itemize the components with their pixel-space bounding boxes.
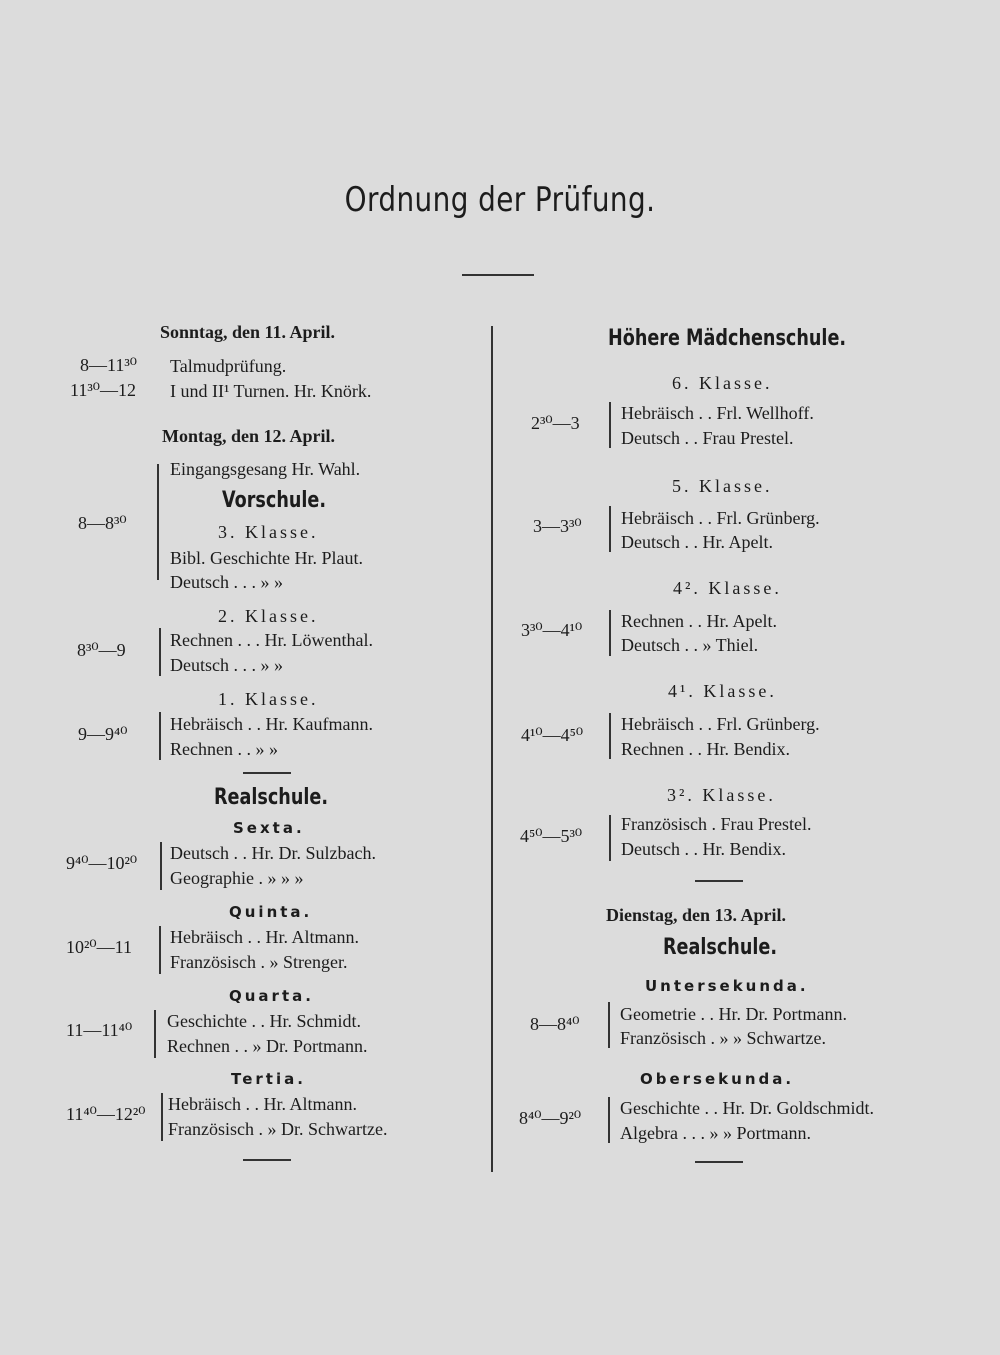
class-heading: 4¹. Klasse. xyxy=(668,681,777,701)
schedule-time: 9⁴⁰—10²⁰ xyxy=(66,853,138,873)
class-heading: 4². Klasse. xyxy=(673,578,782,598)
schedule-entry: Französisch . » » Schwartze. xyxy=(620,1028,826,1048)
class-heading: 3. Klasse. xyxy=(218,522,319,542)
schedule-entry: Französisch . » Dr. Schwartze. xyxy=(168,1119,388,1139)
group-brace xyxy=(154,1010,156,1058)
schedule-entry: Eingangsgesang Hr. Wahl. xyxy=(170,459,361,479)
title-rule xyxy=(462,274,534,276)
schedule-entry: Talmudprüfung. xyxy=(170,356,287,376)
class-heading: Tertia. xyxy=(231,1070,306,1088)
schedule-entry: Deutsch . . Frau Prestel. xyxy=(621,428,794,448)
schedule-entry: Geschichte . . Hr. Dr. Goldschmidt. xyxy=(620,1098,874,1118)
schedule-time: 11—11⁴⁰ xyxy=(66,1020,133,1040)
sonntag-heading: Sonntag, den 11. April. xyxy=(160,322,336,342)
divider-rule xyxy=(243,1159,291,1161)
group-brace xyxy=(157,464,159,580)
section-heading-vorschule: Vorschule. xyxy=(222,488,327,513)
section-heading-realschule: Realschule. xyxy=(214,785,329,810)
class-heading: 5. Klasse. xyxy=(672,476,773,496)
schedule-entry: Rechnen . . Hr. Apelt. xyxy=(621,611,777,631)
schedule-entry: Hebräisch . . Frl. Wellhoff. xyxy=(621,403,814,423)
schedule-entry: Rechnen . . . Hr. Löwenthal. xyxy=(170,630,373,650)
schedule-entry: Bibl. Geschichte Hr. Plaut. xyxy=(170,548,363,568)
schedule-entry: Deutsch . . Hr. Apelt. xyxy=(621,532,773,552)
group-brace xyxy=(609,506,611,552)
group-brace xyxy=(609,713,611,759)
class-heading: 1. Klasse. xyxy=(218,689,319,709)
schedule-time: 4¹⁰—4⁵⁰ xyxy=(521,725,584,745)
class-heading: Quarta. xyxy=(229,987,314,1005)
class-heading: 6. Klasse. xyxy=(672,373,773,393)
group-brace xyxy=(609,610,611,656)
group-brace xyxy=(159,926,161,974)
schedule-time: 9—9⁴⁰ xyxy=(78,724,128,744)
schedule-time: 8⁴⁰—9²⁰ xyxy=(519,1108,582,1128)
class-heading: Sexta. xyxy=(233,819,305,837)
schedule-time: 4⁵⁰—5³⁰ xyxy=(520,826,583,846)
divider-rule xyxy=(695,880,743,882)
schedule-time: 8—8³⁰ xyxy=(78,513,127,533)
schedule-time: 11⁴⁰—12²⁰ xyxy=(66,1104,146,1124)
schedule-time: 10²⁰—11 xyxy=(66,937,132,957)
page-title: Ordnung der Prüfung. xyxy=(344,180,656,220)
schedule-entry: Hebräisch . . Hr. Altmann. xyxy=(168,1094,357,1114)
schedule-entry: Deutsch . . . » » xyxy=(170,572,283,592)
schedule-time: 8—11³⁰ xyxy=(80,355,137,375)
schedule-entry: Rechnen . . » Dr. Portmann. xyxy=(167,1036,368,1056)
group-brace xyxy=(608,1097,610,1143)
schedule-entry: Geschichte . . Hr. Schmidt. xyxy=(167,1011,361,1031)
schedule-entry: Geographie . » » » xyxy=(170,868,304,888)
schedule-time: 3—3³⁰ xyxy=(533,516,582,536)
schedule-entry: Deutsch . . Hr. Dr. Sulzbach. xyxy=(170,843,376,863)
group-brace xyxy=(159,628,161,676)
section-heading-realschule: Realschule. xyxy=(663,935,778,960)
schedule-entry: Hebräisch . . Hr. Altmann. xyxy=(170,927,359,947)
divider-rule xyxy=(243,772,291,774)
schedule-time: 2³⁰—3 xyxy=(531,413,580,433)
schedule-entry: Rechnen . . » » xyxy=(170,739,278,759)
schedule-entry: Französisch . Frau Prestel. xyxy=(621,814,812,834)
schedule-entry: Deutsch . . » Thiel. xyxy=(621,635,759,655)
class-heading: 2. Klasse. xyxy=(218,606,319,626)
montag-heading: Montag, den 12. April. xyxy=(162,426,336,446)
class-heading: Obersekunda. xyxy=(640,1070,795,1088)
group-brace xyxy=(159,712,161,760)
schedule-time: 8³⁰—9 xyxy=(77,640,126,660)
section-heading-hoehere: Höhere Mädchenschule. xyxy=(608,326,847,351)
schedule-time: 3³⁰—4¹⁰ xyxy=(521,620,583,640)
schedule-time: 11³⁰—12 xyxy=(70,380,136,400)
schedule-entry: Deutsch . . Hr. Bendix. xyxy=(621,839,786,859)
schedule-entry: Algebra . . . » » Portmann. xyxy=(620,1123,811,1143)
schedule-entry: Hebräisch . . Frl. Grünberg. xyxy=(621,508,820,528)
group-brace xyxy=(608,1002,610,1048)
schedule-entry: Geometrie . . Hr. Dr. Portmann. xyxy=(620,1004,847,1024)
schedule-time: 8—8⁴⁰ xyxy=(530,1014,580,1034)
group-brace xyxy=(609,402,611,448)
column-divider xyxy=(491,326,493,1172)
schedule-entry: Französisch . » Strenger. xyxy=(170,952,348,972)
dienstag-heading: Dienstag, den 13. April. xyxy=(606,905,787,925)
schedule-entry: Rechnen . . Hr. Bendix. xyxy=(621,739,790,759)
schedule-entry: Hebräisch . . Frl. Grünberg. xyxy=(621,714,820,734)
group-brace xyxy=(161,1093,163,1141)
class-heading: Untersekunda. xyxy=(645,977,809,995)
group-brace xyxy=(609,815,611,861)
group-brace xyxy=(160,842,162,890)
divider-rule xyxy=(695,1161,743,1163)
schedule-entry: Deutsch . . . » » xyxy=(170,655,283,675)
schedule-entry: I und II¹ Turnen. Hr. Knörk. xyxy=(170,381,372,401)
class-heading: Quinta. xyxy=(229,903,313,921)
schedule-entry: Hebräisch . . Hr. Kaufmann. xyxy=(170,714,373,734)
class-heading: 3². Klasse. xyxy=(667,785,776,805)
